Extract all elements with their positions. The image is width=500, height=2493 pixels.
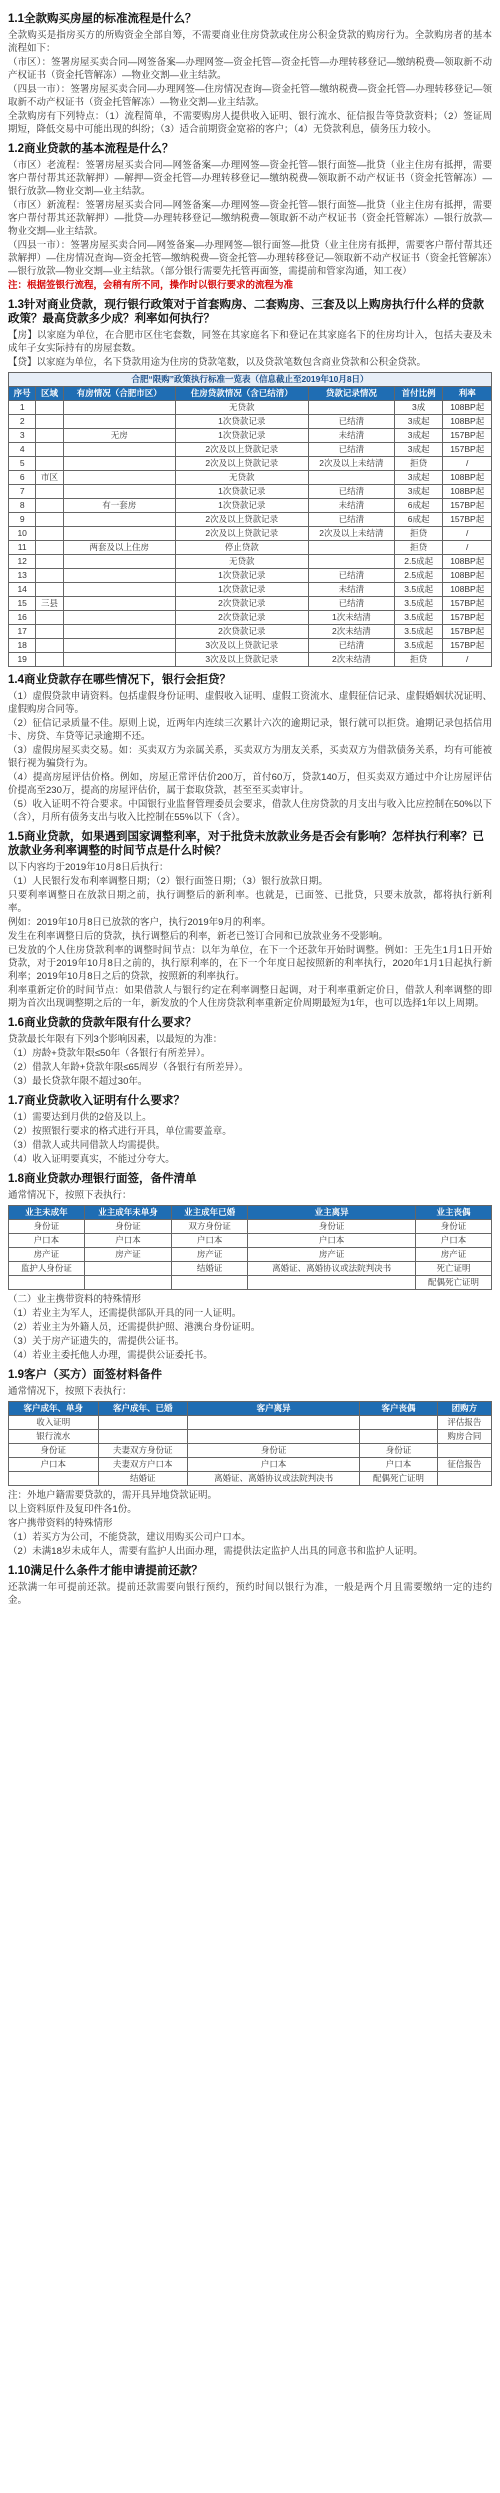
table-cell: 157BP起	[443, 639, 492, 653]
paragraph: 【房】以家庭为单位，在合肥市区住宅套数，同签在其家庭名下和登记在其家庭名下的住房均计入，包括夫妻及未成年子女实际持有的房屋套数。	[8, 330, 492, 354]
table-row	[9, 1248, 492, 1262]
paragraph: （2）借款人年龄+贷款年限≤65周岁（各银行有所差异）。	[8, 1062, 249, 1073]
table-cell	[9, 1276, 85, 1290]
table-cell	[63, 415, 175, 429]
table-cell: 157BP起	[443, 625, 492, 639]
table-cell: 1次贷款记录	[175, 429, 308, 443]
table-cell	[98, 1416, 188, 1430]
table-cell: 离婚证、离婚协议或法院判决书	[248, 1262, 416, 1276]
table-cell: 8	[9, 499, 36, 513]
buyer-docs-table	[8, 1401, 492, 1486]
table-cell: 有一套房	[63, 499, 175, 513]
paragraph: （四县一市）：签署房屋买卖合同—网签备案—办理网签—银行面签—批贷（业主住房有抵押，需要客户帮付帮其还款解押）—住房情况查询—资金托管—缴纳税费—资金托管—办理转移登记—领取新不动产权证书（资金托管解冻）—银行放款—物业交割—业主结款。（部分银行需要先托管再面签，需提前和管家沟通，知工夜）	[8, 240, 492, 277]
table-cell	[36, 555, 63, 569]
table-cell: 身份证	[84, 1220, 171, 1234]
table-cell: 房产证	[84, 1248, 171, 1262]
table-row	[9, 583, 492, 597]
table-cell: 已结清	[308, 513, 394, 527]
table-cell: 6	[9, 471, 36, 485]
table-cell: 监护人身份证	[9, 1262, 85, 1276]
table-header: 团购方	[437, 1402, 491, 1416]
table-row	[9, 499, 492, 513]
table-body	[9, 1416, 492, 1486]
table-cell	[36, 569, 63, 583]
table-cell: 2次未结清	[308, 625, 394, 639]
table-cell: 身份证	[360, 1444, 438, 1458]
table-cell	[36, 625, 63, 639]
table-cell: 3成起	[394, 429, 443, 443]
table-cell: 17	[9, 625, 36, 639]
table-header: 业主离异	[248, 1206, 416, 1220]
table-cell: /	[443, 653, 492, 667]
table-cell	[63, 583, 175, 597]
paragraph: （1）若买方为公司，不能贷款，建议用购买公司户口本。	[8, 1532, 251, 1543]
table-cell: 两套及以上住房	[63, 541, 175, 555]
table-row	[9, 457, 492, 471]
table-cell	[36, 653, 63, 667]
table-cell	[36, 401, 63, 415]
table-cell: 已结清	[308, 415, 394, 429]
table-row	[9, 1472, 492, 1486]
table-cell: 157BP起	[443, 443, 492, 457]
table-cell	[188, 1416, 360, 1430]
table-cell: 19	[9, 653, 36, 667]
table-cell	[63, 569, 175, 583]
table-cell: 已结清	[308, 597, 394, 611]
table-cell: 2次及以上贷款记录	[175, 527, 308, 541]
table-cell	[36, 485, 63, 499]
table-cell: 身份证	[248, 1220, 416, 1234]
table-cell	[36, 415, 63, 429]
table-cell: 2次及以上未结清	[308, 457, 394, 471]
table-cell: 身份证	[188, 1444, 360, 1458]
table-cell: 157BP起	[443, 597, 492, 611]
table-cell: 157BP起	[443, 611, 492, 625]
section-title: 1.10满足什么条件才能申请提前还款？	[8, 1565, 203, 1577]
table-cell: 已结清	[308, 443, 394, 457]
table-header: 客户丧偶	[360, 1402, 438, 1416]
table-row	[9, 541, 492, 555]
table-cell: 无房	[63, 429, 175, 443]
table-row	[9, 1234, 492, 1248]
paragraph: 利率重新定价的时间节点：如果借款人与银行约定在利率调整日起调，对于利率重新定价日，借款人利率调整的即期为首次出现调整期之后的一年，新发放的个人住房贷款利率重新定价周期最短为1年，也可以选择1年以上周期。	[8, 985, 492, 1009]
table-cell: /	[443, 541, 492, 555]
table-cell: 2次贷款记录	[175, 625, 308, 639]
table-cell	[36, 541, 63, 555]
table-cell: 157BP起	[443, 513, 492, 527]
table-cell: 108BP起	[443, 471, 492, 485]
table-cell	[36, 583, 63, 597]
paragraph: 注：外地户籍需要贷款的，需开具异地贷款证明。	[8, 1490, 218, 1501]
table-cell: 房产证	[172, 1248, 248, 1262]
paragraph: （市区）老流程：签署房屋买卖合同—网签备案—办理网签—资金托管—银行面签—批贷（业主住房有抵押，需要客户帮付帮其还款解押）—解押—资金托管—办理转移登记—缴纳税费—领取新不动产权证书（资金托管解冻）—银行放款—物业交割—业主结款。	[8, 160, 492, 197]
table-cell: 2.5成起	[394, 569, 443, 583]
table-header: 客户离异	[188, 1402, 360, 1416]
table-cell	[63, 485, 175, 499]
table-cell: 5	[9, 457, 36, 471]
table-cell	[63, 513, 175, 527]
paragraph: （市区）：签署房屋买卖合同—网签备案—办理网签—资金托管—资金托管—办理转移登记—缴纳税费—领取新不动产权证书（资金托管解冻）—物业交割—业主结款。	[8, 57, 492, 81]
table-cell: 108BP起	[443, 485, 492, 499]
table-cell: 户口本	[360, 1458, 438, 1472]
paragraph: （3）最长贷款年限不超过30年。	[8, 1076, 148, 1087]
table-row	[9, 1444, 492, 1458]
table-cell: 1次贷款记录	[175, 569, 308, 583]
table-cell: 已结清	[308, 485, 394, 499]
table-cell	[360, 1416, 438, 1430]
paragraph: 客户携带资料的特殊情形	[8, 1518, 113, 1529]
table-cell: 3.5成起	[394, 583, 443, 597]
table-cell: 1	[9, 401, 36, 415]
table-cell: 2次及以上贷款记录	[175, 513, 308, 527]
paragraph: 还款满一年可提前还款。提前还款需要向银行预约，预约时间以银行为准，一般是两个月且需要缴纳一定的违约金。	[8, 1582, 492, 1606]
table-cell	[63, 401, 175, 415]
table-header: 贷款记录情况	[308, 387, 394, 401]
table-cell	[98, 1430, 188, 1444]
table-row	[9, 569, 492, 583]
section-title: 1.8商业贷款办理银行面签，备件清单	[8, 1173, 197, 1185]
paragraph: 通常情况下，按照下表执行：	[8, 1386, 132, 1397]
paragraph: （3）虚假房屋买卖交易。如：买卖双方为亲属关系，买卖双方为朋友关系，买卖双方为借款债务关系，均有可能被银行视为骗贷行为。	[8, 745, 492, 769]
table-cell: 3	[9, 429, 36, 443]
table-cell: 13	[9, 569, 36, 583]
table-body	[9, 1220, 492, 1290]
table-cell: 157BP起	[443, 499, 492, 513]
table-cell: 停止贷款	[175, 541, 308, 555]
section-title: 1.2商业贷款的基本流程是什么？	[8, 143, 174, 155]
table-cell: 户口本	[416, 1234, 492, 1248]
table-cell: 6成起	[394, 499, 443, 513]
table-cell: 购房合同	[437, 1430, 491, 1444]
table-cell: 6成起	[394, 513, 443, 527]
table-cell: 3.5成起	[394, 597, 443, 611]
table-cell: 1次贷款记录	[175, 485, 308, 499]
table-cell	[36, 527, 63, 541]
table-cell: 3次及以上贷款记录	[175, 639, 308, 653]
table-cell: 2次及以上贷款记录	[175, 457, 308, 471]
table-cell	[36, 443, 63, 457]
table-cell: 未结清	[308, 583, 394, 597]
table-cell: 双方身份证	[172, 1220, 248, 1234]
table-cell: 3成	[394, 401, 443, 415]
table-cell: 拒贷	[394, 653, 443, 667]
table-cell: 拒贷	[394, 527, 443, 541]
table-cell: 评估报告	[437, 1416, 491, 1430]
table-row	[9, 401, 492, 415]
table-cell: 14	[9, 583, 36, 597]
table-row	[9, 1262, 492, 1276]
table-cell	[308, 541, 394, 555]
table-cell	[63, 457, 175, 471]
paragraph: （3）借款人或共同借款人均需提供。	[8, 1140, 166, 1151]
table-cell: 无贷款	[175, 471, 308, 485]
table-cell: 拒贷	[394, 457, 443, 471]
paragraph: （2）若业主为外籍人员，还需提供护照、港澳台身份证明。	[8, 1322, 261, 1333]
table-cell	[63, 611, 175, 625]
table-cell: 11	[9, 541, 36, 555]
table-cell: 1次贷款记录	[175, 415, 308, 429]
table-cell: 3.5成起	[394, 639, 443, 653]
table-row	[9, 597, 492, 611]
table-cell: 拒贷	[394, 541, 443, 555]
table-cell: 配偶死亡证明	[360, 1472, 438, 1486]
table-row	[9, 611, 492, 625]
table-cell: 已结清	[308, 569, 394, 583]
table-cell: 房产证	[9, 1248, 85, 1262]
loan-policy-table	[8, 372, 492, 667]
table-cell: 2.5成起	[394, 555, 443, 569]
table-cell	[36, 611, 63, 625]
table-cell: 1次贷款记录	[175, 583, 308, 597]
table-cell	[63, 527, 175, 541]
section-title: 1.1全款购买房屋的标准流程是什么？	[8, 13, 197, 25]
paragraph: 以上资料原件及复印件各1份。	[8, 1504, 137, 1515]
table-cell: 2次及以上贷款记录	[175, 443, 308, 457]
table-cell: 市区	[36, 471, 63, 485]
section-title: 1.3针对商业贷款，现行银行政策对于首套购房、二套购房、三套及以上购房执行什么样的贷款政策？最高贷款多少成？利率如何执行？	[8, 299, 484, 325]
table-cell: 户口本	[248, 1234, 416, 1248]
table-cell	[63, 625, 175, 639]
paragraph: 贷款最长年限有下列3个影响因素，以最短的为准：	[8, 1034, 223, 1045]
table-cell	[84, 1262, 171, 1276]
table-cell	[188, 1430, 360, 1444]
table-cell: 离婚证、离婚协议或法院判决书	[188, 1472, 360, 1486]
table-cell	[84, 1276, 171, 1290]
table-cell: 3.5成起	[394, 611, 443, 625]
table-header: 客户成年、已婚	[98, 1402, 188, 1416]
table-cell: 3成起	[394, 443, 443, 457]
note: 注：根据签银行流程，会稍有所不同，操作时以银行要求的流程为准	[8, 280, 294, 291]
table-header: 利率	[443, 387, 492, 401]
table-row	[9, 625, 492, 639]
table-cell: 未结清	[308, 499, 394, 513]
table-cell: 户口本	[188, 1458, 360, 1472]
table-cell: 银行流水	[9, 1430, 99, 1444]
table-cell: 征信报告	[437, 1458, 491, 1472]
table-cell	[308, 401, 394, 415]
table-cell	[63, 597, 175, 611]
section-title: 1.9客户（买方）面签材料备件	[8, 1369, 162, 1381]
table-cell: 2次贷款记录	[175, 597, 308, 611]
table-row	[9, 1276, 492, 1290]
table-row	[9, 513, 492, 527]
table-cell: 夫妻双方户口本	[98, 1458, 188, 1472]
paragraph: （1）若业主为军人，还需提供部队开具的同一人证明。	[8, 1308, 242, 1319]
table-cell: 3成起	[394, 415, 443, 429]
table-cell	[63, 555, 175, 569]
table-cell: 108BP起	[443, 569, 492, 583]
table-cell: 15	[9, 597, 36, 611]
table-cell: 108BP起	[443, 401, 492, 415]
table-cell: 157BP起	[443, 429, 492, 443]
table-cell: 10	[9, 527, 36, 541]
paragraph: 发生在利率调整日后的贷款，执行调整后的利率，新老已签订合同和已放款业务不受影响。	[8, 931, 389, 942]
table-row	[9, 443, 492, 457]
table-cell: 108BP起	[443, 583, 492, 597]
table-row	[9, 653, 492, 667]
table-cell	[36, 499, 63, 513]
table-cell: 户口本	[84, 1234, 171, 1248]
table-cell	[248, 1276, 416, 1290]
paragraph: （二）业主携带资料的特殊情形	[8, 1294, 142, 1305]
table-cell	[308, 471, 394, 485]
table-header: 客户成年、单身	[9, 1402, 99, 1416]
paragraph: （2）未满18岁未成年人，需要有监护人出面办理，需提供法定监护人出具的同意书和监护人证明。	[8, 1546, 423, 1557]
table-cell: 身份证	[9, 1220, 85, 1234]
table-cell	[63, 471, 175, 485]
table-cell	[360, 1430, 438, 1444]
table-cell: 结婚证	[172, 1262, 248, 1276]
table-cell: 户口本	[9, 1458, 99, 1472]
table-header: 序号	[9, 387, 36, 401]
table-cell: 3成起	[394, 485, 443, 499]
paragraph: （市区）新流程：签署房屋买卖合同—网签备案—办理网签—资金托管—银行面签—批贷（业主住房有抵押，需要客户帮付帮其还款解押）—批贷—办理转移登记—缴纳税费—领取新不动产权证书（资金托管解冻）—银行放款—物业交割—业主结款。	[8, 200, 492, 237]
paragraph: 以下内容均于2019年10月8日后执行：	[8, 862, 169, 873]
paragraph: （5）收入证明不符合要求。中国银行业监督管理委员会要求，借款人住房贷款的月支出与收入比应控制在50%以下（含），月所有债务支出与收入比控制在55%以下（含）。	[8, 799, 492, 823]
table-cell: 1次未结清	[308, 611, 394, 625]
table-row	[9, 485, 492, 499]
table-cell	[437, 1472, 491, 1486]
table-cell: 2	[9, 415, 36, 429]
paragraph: 全款购房有下列特点：（1）流程简单，不需要购房人提供收入证明、银行流水、征信报告等贷款资料；（2）签证周期短，降低交易中可能出现的纠纷；（3）适合前期资金宽裕的客户；（4）无贷款利息，债务压力较小。	[8, 111, 492, 135]
table-row	[9, 555, 492, 569]
table-cell	[63, 443, 175, 457]
table-cell: 三县	[36, 597, 63, 611]
table-cell	[63, 639, 175, 653]
table-cell: 4	[9, 443, 36, 457]
table-cell: 配偶死亡证明	[416, 1276, 492, 1290]
table-cell	[437, 1444, 491, 1458]
table-cell: 身份证	[9, 1444, 99, 1458]
table-cell: 收入证明	[9, 1416, 99, 1430]
table-cell	[36, 429, 63, 443]
table-header: 业主未成年	[9, 1206, 85, 1220]
table-cell: 无贷款	[175, 555, 308, 569]
table-cell: 死亡证明	[416, 1262, 492, 1276]
table-cell: 1次贷款记录	[175, 499, 308, 513]
table-cell	[9, 1472, 99, 1486]
table-row	[9, 527, 492, 541]
paragraph: 【贷】以家庭为单位，名下贷款用途为住房的贷款笔数，以及贷款笔数包含商业贷款和公积金贷款。	[8, 357, 427, 368]
table-header: 住房贷款情况（含已结清）	[175, 387, 308, 401]
seller-docs-table	[8, 1205, 492, 1290]
table-cell: 2次贷款记录	[175, 611, 308, 625]
table-row	[9, 1416, 492, 1430]
paragraph: （1）房龄+贷款年限≤50年（各银行有所差异）。	[8, 1048, 211, 1059]
table-cell	[36, 639, 63, 653]
table-row	[9, 1220, 492, 1234]
table-header: 业主成年已婚	[172, 1206, 248, 1220]
table-cell: 3成起	[394, 471, 443, 485]
table-cell: /	[443, 527, 492, 541]
paragraph: （4）收入证明要真实，不能过分夸大。	[8, 1154, 175, 1165]
table-cell	[36, 457, 63, 471]
table-cell: 7	[9, 485, 36, 499]
table-header: 首付比例	[394, 387, 443, 401]
table-cell: 3.5成起	[394, 625, 443, 639]
table-cell: 户口本	[9, 1234, 85, 1248]
table-cell: 9	[9, 513, 36, 527]
table-cell: 16	[9, 611, 36, 625]
table-cell: /	[443, 457, 492, 471]
paragraph: （1）需要达到月供的2倍及以上。	[8, 1112, 152, 1123]
table-cell: 未结清	[308, 429, 394, 443]
paragraph: （3）关于房产证遗失的，需提供公证书。	[8, 1336, 185, 1347]
table-title: 合肥“限购”政策执行标准一览表（信息截止至2019年10月8日）	[9, 373, 492, 387]
paragraph: 已发放的个人住房贷款利率的调整时间节点：以年为单位，在下一个还款年开始时调整。例如：王先生1月1日开始贷款，对于2019年10月8日之前的，执行原利率的，在下一个年度日起按照新的利率执行，2020年1月1日起执行新利率；2019年10月8日之后的贷款，按照新的利率执行。	[8, 945, 492, 982]
table-cell: 2次及以上未结清	[308, 527, 394, 541]
paragraph: 只要利率调整日在放款日期之前，执行调整后的新利率。也就是，已面签、已批贷，只要未放款，都将执行新利率。	[8, 890, 492, 914]
paragraph: 通常情况下，按照下表执行：	[8, 1190, 132, 1201]
table-header: 区域	[36, 387, 63, 401]
table-cell: 已结清	[308, 639, 394, 653]
paragraph: （2）征信记录质量不佳。原则上说，近两年内连续三次累计六次的逾期记录，银行就可以拒贷。逾期记录包括信用卡、房贷、车贷等记录逾期不还。	[8, 718, 492, 742]
table-row	[9, 639, 492, 653]
paragraph: （1）人民银行发布利率调整日期；（2）银行面签日期；（3）银行放款日期。	[8, 876, 328, 887]
paragraph: 例如：2019年10月8日已放款的客户，执行2019年9月的利率。	[8, 917, 271, 928]
paragraph: （1）虚假贷款申请资料。包括虚假身份证明、虚假收入证明、虚假工资流水、虚假征信记录、虚假婚姻状况证明、虚假购房合同等。	[8, 691, 492, 715]
table-row	[9, 1458, 492, 1472]
table-cell: 身份证	[416, 1220, 492, 1234]
paragraph: （四县一市）：签署房屋买卖合同—办理网签—住房情况查询—资金托管—缴纳税费—资金托管—办理转移登记—领取新不动产权证书（资金托管解冻）—物业交割—业主结款。	[8, 84, 492, 108]
table-cell: 结婚证	[98, 1472, 188, 1486]
paragraph: 全款购买是指房买方的所购资金全部自筹，不需要商业住房贷款或住房公积金贷款的购房行为。全款购房者的基本流程如下：	[8, 30, 492, 54]
table-cell: 3次及以上贷款记录	[175, 653, 308, 667]
table-cell: 108BP起	[443, 555, 492, 569]
table-cell: 夫妻双方身份证	[98, 1444, 188, 1458]
table-cell: 108BP起	[443, 415, 492, 429]
paragraph: （4）若业主委托他人办理，需提供公证委托书。	[8, 1350, 213, 1361]
table-cell	[308, 555, 394, 569]
paragraph: （2）按照银行要求的格式进行开具，单位需要盖章。	[8, 1126, 232, 1137]
section-title: 1.5商业贷款，如果遇到国家调整利率，对于批贷未放款业务是否会有影响？怎样执行利率？已放款业务利率调整的时间节点是什么时候？	[8, 831, 484, 857]
table-body	[9, 401, 492, 667]
section-title: 1.4商业贷款存在哪些情况下，银行会拒贷？	[8, 674, 231, 686]
table-header: 有房情况（合肥市区）	[63, 387, 175, 401]
table-cell: 户口本	[172, 1234, 248, 1248]
table-cell: 18	[9, 639, 36, 653]
table-cell: 房产证	[416, 1248, 492, 1262]
table-header: 业主成年未单身	[84, 1206, 171, 1220]
table-row	[9, 429, 492, 443]
table-row	[9, 415, 492, 429]
table-cell	[172, 1276, 248, 1290]
table-cell: 无贷款	[175, 401, 308, 415]
table-cell	[63, 653, 175, 667]
table-row	[9, 471, 492, 485]
table-header: 业主丧偶	[416, 1206, 492, 1220]
section-title: 1.6商业贷款的贷款年限有什么要求？	[8, 1017, 197, 1029]
table-row	[9, 1430, 492, 1444]
table-cell: 2次未结清	[308, 653, 394, 667]
paragraph: （4）提高房屋评估价格。例如，房屋正常评估价200万，首付60万，贷款140万，但买卖双方通过中介让房屋评估价提高至230万，提高的房屋评估价，属于套取贷款，甚至至买卖审计。	[8, 772, 492, 796]
table-cell: 房产证	[248, 1248, 416, 1262]
table-cell	[36, 513, 63, 527]
table-cell: 12	[9, 555, 36, 569]
section-title: 1.7商业贷款收入证明有什么要求？	[8, 1095, 185, 1107]
